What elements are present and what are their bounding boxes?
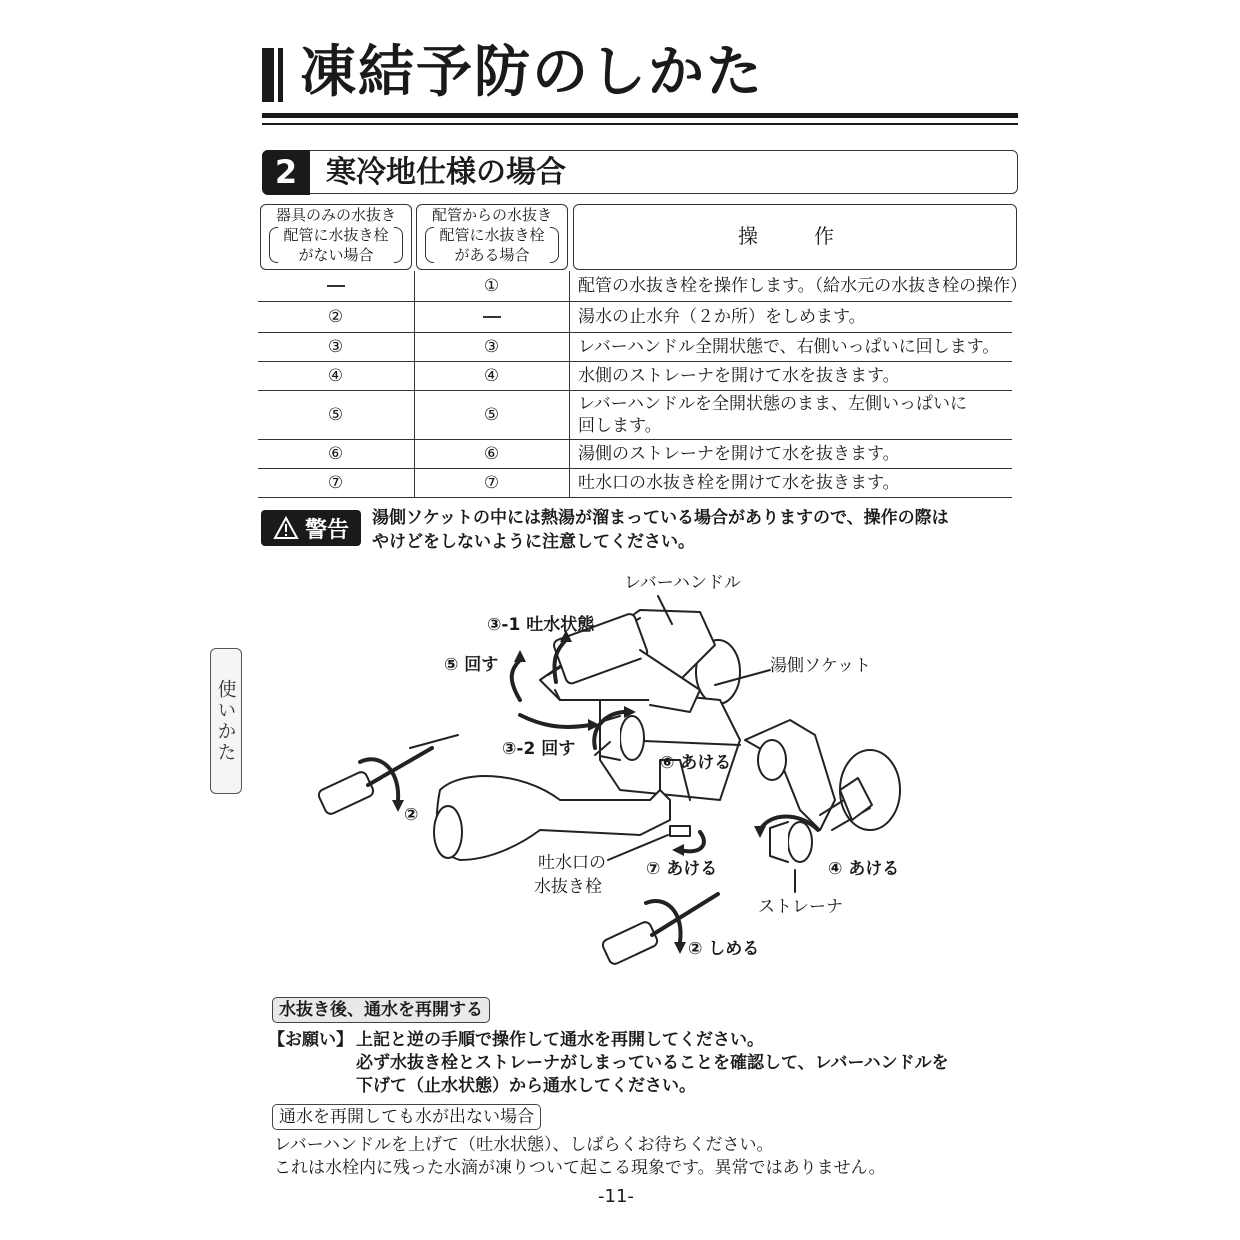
resume-label: 水抜き後、通水を再開する [272, 997, 490, 1023]
cell-fixture [258, 271, 413, 301]
header-sub [427, 225, 557, 265]
section-number: 2 [262, 150, 310, 195]
side-tab-usage[interactable]: 使いかた [210, 648, 242, 794]
label-spout-drain: 吐水口の [538, 853, 606, 873]
label-step2a: ② [404, 805, 419, 825]
cell-fixture: ⑦ [327, 473, 344, 493]
operation-line: レバーハンドルを全開状態のまま、左側いっぱいに [578, 394, 967, 414]
no-water-label: 通水を再開しても水が出ない場合 [272, 1104, 541, 1130]
cell-fixture: ⑤ [327, 405, 344, 425]
label-step5: ⑤ 回す [444, 655, 499, 675]
header-line: がない場合 [298, 246, 374, 264]
cell-operation: 吐水口の水抜き栓を開けて水を抜きます。 [578, 473, 900, 493]
label-step7: ⑦ あける [646, 859, 718, 879]
warning-text [372, 506, 949, 554]
cell-piping: ⑥ [483, 444, 500, 464]
cell-operation: レバーハンドル全開状態で、右側いっぱいに回します。 [578, 337, 1000, 357]
warning-triangle-icon [273, 516, 299, 540]
cell-operation: 配管の水抜き栓を操作します。（給水元の水抜き栓の操作） [578, 276, 1028, 296]
label-spout-drain: 水抜き栓 [534, 877, 602, 897]
page-title: 凍結予防のしかた [300, 40, 764, 105]
dash-icon [483, 316, 501, 318]
label-step3-2: ③-2 回す [502, 739, 576, 759]
resume-line: 必ず水抜き栓とストレーナがしまっていることを確認して、レバーハンドルを [356, 1053, 949, 1073]
cell-piping: ⑤ [483, 405, 500, 425]
resume-text [356, 1029, 949, 1098]
section-title: 寒冷地仕様の場合 [326, 155, 566, 190]
page-number: -11- [598, 1186, 634, 1207]
no-water-line: これは水栓内に残った水滴が凍りついて起こる現象です。異常ではありません。 [274, 1158, 886, 1178]
header-line: 配管に水抜き栓 [439, 226, 545, 244]
warning-line: 湯側ソケットの中には熱湯が溜まっている場合がありますので、操作の際は [372, 508, 949, 528]
header-sub [271, 225, 401, 265]
label-strainer: ストレーナ [758, 897, 843, 917]
header-line: 配管からの水抜き [431, 206, 552, 224]
cell-operation: 水側のストレーナを開けて水を抜きます。 [578, 366, 900, 386]
resume-line: 下げて（止水状態）から通水してください。 [356, 1076, 696, 1096]
header-line: 配管に水抜き栓 [283, 226, 389, 244]
header-line: 器具のみの水抜き [275, 206, 396, 224]
label-step4: ④ あける [828, 859, 900, 879]
cell-fixture: ⑥ [327, 444, 344, 464]
cell-piping: ④ [483, 366, 500, 386]
table-row [258, 271, 1028, 302]
cell-operation [578, 391, 1018, 439]
dash-icon [327, 285, 345, 287]
label-step6: ⑥ あける [660, 753, 732, 773]
cell-operation: 湯水の止水弁（２か所）をしめます。 [578, 307, 866, 327]
table-row [258, 469, 1012, 498]
warning-badge [261, 510, 361, 546]
cell-fixture: ② [327, 307, 344, 327]
label-lever-handle: レバーハンドル [624, 573, 741, 593]
header-piping [416, 204, 568, 270]
table-row [258, 391, 1012, 440]
no-water-text [274, 1134, 886, 1180]
operation-line: 回します。 [578, 416, 662, 436]
label-hot-socket: 湯側ソケット [770, 656, 871, 676]
title-rule [262, 113, 1018, 118]
cell-piping: ③ [483, 337, 500, 357]
table-row [258, 440, 1012, 469]
screwdriver-icon [317, 770, 375, 816]
screwdriver-icon [601, 920, 659, 966]
title-bar-icon [262, 48, 284, 102]
cell-fixture: ④ [327, 366, 344, 386]
title-rule-thin [262, 123, 1018, 125]
cell-piping: ① [483, 276, 500, 296]
no-water-line: レバーハンドルを上げて（吐水状態）、しばらくお待ちください。 [274, 1135, 774, 1155]
cell-operation: 湯側のストレーナを開けて水を抜きます。 [578, 444, 900, 464]
header-line: がある場合 [454, 246, 530, 264]
cell-piping [414, 302, 569, 332]
table-row [258, 362, 1012, 391]
header-operation: 操 作 [573, 204, 1017, 270]
resume-line: 上記と逆の手順で操作して通水を再開してください。 [356, 1030, 764, 1050]
warning-line: やけどをしないように注意してください。 [372, 532, 695, 552]
faucet-diagram [300, 590, 940, 980]
table-row [258, 333, 1012, 362]
header-fixture-only [260, 204, 412, 270]
cell-fixture: ③ [327, 337, 344, 357]
request-label: 【お願い】 [268, 1030, 353, 1050]
label-step2b: ② しめる [688, 939, 760, 959]
table-row [258, 302, 1012, 333]
warning-label: 警告 [304, 517, 349, 543]
label-step3-1: ③-1 吐水状態 [487, 615, 595, 635]
cell-piping: ⑦ [483, 473, 500, 493]
